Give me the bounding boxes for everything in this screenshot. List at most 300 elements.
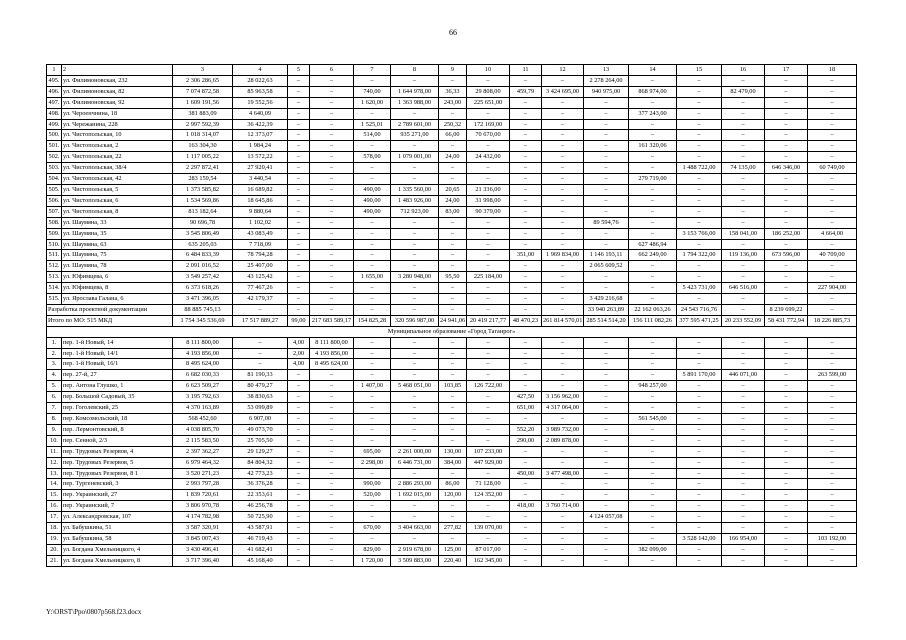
table-cell: – [584,141,629,152]
table-cell: 4 038 805,70 [173,424,233,435]
table-cell: 384,00 [439,457,467,468]
table-cell: – [629,512,677,523]
table-cell: – [584,195,629,206]
table-row [47,217,857,228]
table-cell: 501. [47,141,62,152]
table-cell: 11 [510,65,542,76]
table-cell: – [354,403,391,414]
table-cell: – [808,544,857,555]
table-cell: 2 261 000,00 [391,446,439,457]
table-cell: – [542,272,584,283]
table-cell: – [629,261,677,272]
table-cell: 186 252,00 [765,228,808,239]
table-row [47,272,857,283]
table-cell: 1 984,24 [233,141,288,152]
table-cell: 450,00 [510,468,542,479]
table-cell: – [722,272,765,283]
table-cell: – [288,403,310,414]
table-cell: – [722,348,765,359]
table-cell: 509. [47,228,62,239]
table-cell: – [629,283,677,294]
table-cell: – [542,446,584,457]
table-cell: – [808,294,857,305]
table-cell: 490,00 [354,206,391,217]
table-cell: 14 [629,65,677,76]
table-cell: – [542,163,584,174]
table-cell: – [288,533,310,544]
table-cell: 18 226 885,73 [808,315,857,326]
table-cell: 4 370 163,89 [173,403,233,414]
table-cell: – [808,446,857,457]
table-cell: 3 545 806,49 [173,228,233,239]
table-cell: – [808,86,857,97]
table-cell: – [584,490,629,501]
table-cell: – [288,479,310,490]
table-cell: 83,00 [439,206,467,217]
table-cell: – [584,392,629,403]
table-cell: 3 429 216,68 [584,294,629,305]
table-cell: 78 794,28 [233,250,288,261]
table-cell: – [808,392,857,403]
table-cell: – [765,348,808,359]
table-cell: 21. [47,555,62,566]
table-cell: – [584,544,629,555]
table-cell: ул. Филимоновская, 82 [62,86,173,97]
table-cell: – [722,97,765,108]
table-cell: – [629,523,677,534]
table-row [47,555,857,566]
table-cell: 1 609 191,56 [173,97,233,108]
table-cell: 13 572,22 [233,152,288,163]
table-cell: – [391,141,439,152]
table-cell: 6 373 618,26 [173,283,233,294]
table-cell: 45 168,40 [233,555,288,566]
table-cell: 4,00 [288,359,310,370]
table-cell: 578,00 [354,152,391,163]
table-row [47,163,857,174]
table-cell: 6 979 464,32 [173,457,233,468]
table-cell: – [510,381,542,392]
table-cell: – [310,86,354,97]
table-cell: – [288,414,310,425]
table-cell: – [584,283,629,294]
table-cell: 158 041,00 [722,228,765,239]
table-cell: 500. [47,130,62,141]
table-cell: 3 549 257,42 [173,272,233,283]
table-cell: – [808,206,857,217]
table-cell: – [629,370,677,381]
table-row [47,152,857,163]
table-cell: 568 452,60 [173,414,233,425]
table-cell: – [310,490,354,501]
table-cell: ул. Александровская, 107 [62,512,173,523]
table-cell: 90 696,78 [173,217,233,228]
table-cell: – [354,239,391,250]
table-cell: 3 430 496,41 [173,544,233,555]
table-cell: – [677,206,722,217]
table-cell: – [629,119,677,130]
table-cell: 16 [722,65,765,76]
table-cell: 84 804,32 [233,457,288,468]
table-cell: 4 [233,65,288,76]
table-cell: – [310,141,354,152]
table-cell: – [677,555,722,566]
table-cell: 8 111 800,00 [310,337,354,348]
table-cell: 20. [47,544,62,555]
table-cell: – [722,206,765,217]
table-cell: – [467,294,510,305]
table-cell: 172 169,00 [467,119,510,130]
table-cell: – [288,304,310,315]
table-cell: – [439,414,467,425]
table-cell: – [808,479,857,490]
table-cell: – [439,250,467,261]
table-cell: – [808,414,857,425]
table-cell: 1 620,00 [354,97,391,108]
total-row [47,315,857,326]
table-cell: – [391,75,439,86]
table-cell: – [439,304,467,315]
table-cell: – [584,414,629,425]
table-cell: – [542,370,584,381]
table-cell: 8 239 699,22 [765,304,808,315]
table-cell: – [310,403,354,414]
table-cell: – [677,392,722,403]
table-cell: – [629,392,677,403]
table-cell: 446 071,00 [722,370,765,381]
table-cell: 18 645,86 [233,195,288,206]
table-cell: – [765,337,808,348]
table-cell: – [354,348,391,359]
table-cell: – [467,141,510,152]
table-cell: – [808,523,857,534]
register-table [46,64,857,567]
table-cell: 552,20 [510,424,542,435]
table-cell: – [467,228,510,239]
table-cell: 3 717 396,40 [173,555,233,566]
table-cell: – [467,468,510,479]
table-cell: ул. Чероенчнина, 18 [62,108,173,119]
table-cell: – [677,184,722,195]
table-cell: – [542,457,584,468]
table-cell: – [510,108,542,119]
table-cell: 4 124 057,08 [584,512,629,523]
table-cell: 41 682,41 [233,544,288,555]
table-cell: – [808,381,857,392]
table-cell: 99,00 [288,315,310,326]
table-cell: – [808,239,857,250]
table-cell: – [808,272,857,283]
table-cell: 3 153 766,00 [677,228,722,239]
table-cell: пер. Лермонтовский, 8 [62,424,173,435]
table-cell: 1 655,00 [354,272,391,283]
table-cell: – [439,141,467,152]
table-cell: – [629,501,677,512]
table-cell: пер. 1-й Новый, 14 [62,337,173,348]
table-cell: – [439,403,467,414]
table-cell: – [288,512,310,523]
table-cell: – [439,512,467,523]
table-cell: 22 353,61 [233,490,288,501]
table-cell: – [584,272,629,283]
table-cell: пер. Украинский, 27 [62,490,173,501]
table-cell: – [391,108,439,119]
table-cell: – [310,261,354,272]
table-cell: 514,00 [354,130,391,141]
table-row [47,97,857,108]
table-cell: 20,65 [439,184,467,195]
table-cell: – [510,479,542,490]
table-cell: 990,00 [354,479,391,490]
table-cell: – [765,217,808,228]
table-cell: пер. Сенной, 2/3 [62,435,173,446]
table-cell: 163 304,30 [173,141,233,152]
table-cell: 10. [47,435,62,446]
table-cell: 126 722,00 [467,381,510,392]
table-cell: – [584,381,629,392]
table-cell: – [722,195,765,206]
table-cell: – [310,435,354,446]
table-cell: 418,00 [510,501,542,512]
table-cell: – [584,370,629,381]
table-cell: – [510,272,542,283]
table-cell: – [391,435,439,446]
table-cell: – [310,544,354,555]
table-cell: – [677,435,722,446]
table-cell: – [510,130,542,141]
table-row [47,501,857,512]
table-cell: ул. Чистопольская, 42 [62,174,173,185]
table-cell: – [722,217,765,228]
table-row [47,523,857,534]
table-cell: 2 297 872,41 [173,163,233,174]
table-cell: – [629,479,677,490]
table-cell: – [510,206,542,217]
table-row [47,86,857,97]
table-cell: 4,00 [288,337,310,348]
table-cell: 14. [47,479,62,490]
table-cell: 1 146 193,11 [584,250,629,261]
table-cell: 43 125,42 [233,272,288,283]
table-cell: 33 940 263,89 [584,304,629,315]
table-cell: 3 806 970,78 [173,501,233,512]
table-cell: 166 954,00 [722,533,765,544]
table-cell: – [584,468,629,479]
table-cell: – [439,75,467,86]
table-cell: – [310,533,354,544]
table-cell: – [288,468,310,479]
table-cell: ул. Чистопольская, 6 [62,195,173,206]
table-cell: – [722,424,765,435]
table-cell: – [467,283,510,294]
table-cell: пер. Трудовых Резервов, 4 [62,446,173,457]
table-cell: 125,00 [439,544,467,555]
table-cell: – [765,261,808,272]
table-cell: – [542,348,584,359]
table-cell: 2 278 264,00 [584,75,629,86]
table-cell: – [542,294,584,305]
table-cell: 38 830,63 [233,392,288,403]
table-cell: – [310,239,354,250]
table-cell: – [677,152,722,163]
table-cell: – [310,523,354,534]
table-cell: 6 682 030,33 [173,370,233,381]
table-cell: 2 306 286,65 [173,75,233,86]
table-cell: Итого по МО: 515 МКД [47,315,173,326]
table-cell: – [467,174,510,185]
table-cell: – [510,304,542,315]
table-cell: 88 885 745,13 [173,304,233,315]
table-cell: 225 184,00 [467,272,510,283]
table-cell: – [584,446,629,457]
table-cell: 2 789 601,00 [391,119,439,130]
table-cell: – [310,228,354,239]
table-cell: – [288,184,310,195]
table-cell: – [354,424,391,435]
table-cell: – [677,457,722,468]
table-cell: 662 249,00 [629,250,677,261]
table-cell: – [584,228,629,239]
table-cell: – [288,283,310,294]
table-cell: 1 102,02 [233,217,288,228]
table-cell: 3 760 714,00 [542,501,584,512]
table-cell: 3 587 320,91 [173,523,233,534]
table-cell: – [288,217,310,228]
table-cell: – [310,512,354,523]
table-cell: 279 719,00 [629,174,677,185]
table-cell: – [765,141,808,152]
table-cell: – [808,348,857,359]
table-cell: 8 495 624,00 [310,359,354,370]
table-cell: 2 397 362,27 [173,446,233,457]
table-cell: 3 156 962,00 [542,392,584,403]
table-cell: – [354,283,391,294]
table-cell: – [354,228,391,239]
table-cell: – [439,533,467,544]
table-cell: – [310,555,354,566]
table-cell: – [542,261,584,272]
table-cell: 95,50 [439,272,467,283]
table-cell: – [288,523,310,534]
table-cell: 24,00 [439,152,467,163]
table-cell: – [808,108,857,119]
table-cell: 46 256,78 [233,501,288,512]
table-cell: – [467,239,510,250]
table-cell: – [310,152,354,163]
table-cell: – [677,294,722,305]
table-cell: 7. [47,403,62,414]
table-cell: 162 345,00 [467,555,510,566]
table-cell: – [467,163,510,174]
table-cell: 17 517 889,27 [233,315,288,326]
table-cell: – [677,141,722,152]
table-cell: – [765,294,808,305]
table-cell: – [542,119,584,130]
table-cell: 381 883,09 [173,108,233,119]
table-cell: – [310,294,354,305]
table-cell: 13. [47,468,62,479]
table-cell: – [584,152,629,163]
table-cell: – [765,501,808,512]
table-cell: – [765,544,808,555]
table-cell: – [765,174,808,185]
table-cell: – [542,337,584,348]
table-cell: – [354,304,391,315]
table-cell: – [391,337,439,348]
table-cell: – [677,130,722,141]
table-cell: – [510,75,542,86]
table-cell: – [288,239,310,250]
table-cell: – [542,304,584,315]
table-cell: 1 373 585,82 [173,184,233,195]
table-cell: 25 407,00 [233,261,288,272]
table-cell: 217 683 589,17 [310,315,354,326]
table-cell: – [288,294,310,305]
table-cell: – [584,239,629,250]
table-cell: – [288,446,310,457]
table-cell: 4 174 782,98 [173,512,233,523]
table-cell: – [439,370,467,381]
table-cell: 646 346,00 [765,163,808,174]
table-row [47,184,857,195]
table-cell: 3 195 792,63 [173,392,233,403]
table-cell: 508. [47,217,62,228]
table-cell: – [722,446,765,457]
table-cell: – [765,424,808,435]
table-cell: – [629,446,677,457]
table-row [47,228,857,239]
table-cell: – [808,184,857,195]
table-row [47,195,857,206]
table-cell: 627 486,94 [629,239,677,250]
table-cell: – [722,184,765,195]
table-cell: 36 376,28 [233,479,288,490]
table-row [47,261,857,272]
table-cell: – [765,414,808,425]
table-cell: – [765,86,808,97]
table-row [47,294,857,305]
table-cell: – [310,206,354,217]
table-cell: 50 725,90 [233,512,288,523]
table-cell: – [510,348,542,359]
table-cell: – [677,523,722,534]
table-cell: 3 471 396,05 [173,294,233,305]
table-cell: 49 073,70 [233,424,288,435]
table-cell: – [310,392,354,403]
table-cell: – [722,435,765,446]
table-cell: – [510,359,542,370]
table-cell: 20 233 552,09 [722,315,765,326]
table-cell: – [354,75,391,86]
table-cell: – [467,337,510,348]
table-cell: 1. [47,337,62,348]
table-cell: – [765,283,808,294]
table-cell: – [310,250,354,261]
table-cell: – [310,457,354,468]
page-number: 66 [449,28,457,37]
table-cell: – [439,435,467,446]
table-row [47,435,857,446]
table-cell: 12 [542,65,584,76]
section-title-row [47,326,857,337]
table-row [47,512,857,523]
table-cell: – [439,217,467,228]
table-cell: – [510,163,542,174]
table-cell: – [808,359,857,370]
table-cell: 499. [47,119,62,130]
table-cell: – [288,195,310,206]
table-cell: – [584,348,629,359]
